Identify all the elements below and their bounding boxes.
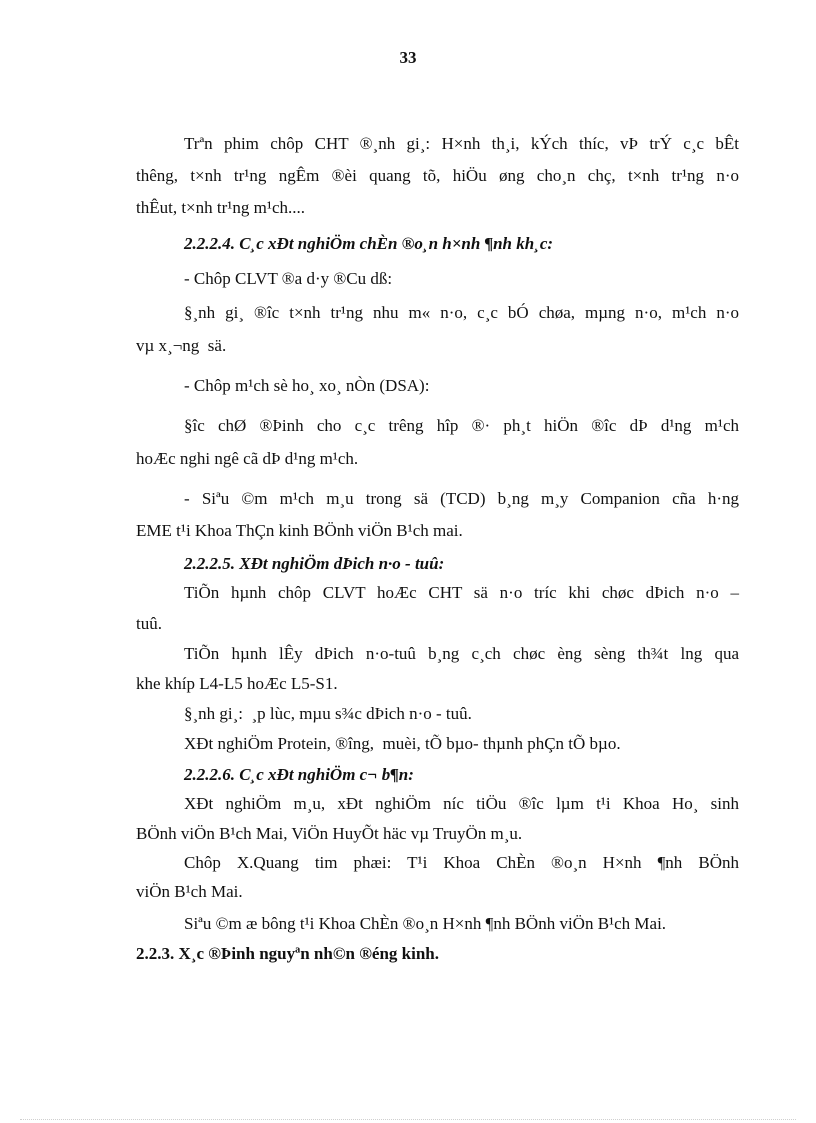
text-line: BÖnh viÖn B¹ch Mai, ViÖn HuyÕt häc vµ TruyÖn m¸u. <box>136 824 523 843</box>
text-line: EME t¹i Khoa ThÇn kinh BÖnh viÖn B¹ch mai. <box>136 521 463 540</box>
text-line: §¸nh gi¸ ®îc t×nh tr¹ng nhu m« n·o, c¸c bÓ chøa, mµng n·o, m¹ch n·o <box>184 303 739 322</box>
text-line: XÐt nghiÖm m¸u, xÐt nghiÖm níc tiÖu ®îc lµm t¹i Khoa Ho¸ sinh <box>184 794 739 813</box>
text-line: TiÕn hµnh lÊy dÞich n·o-tuû b¸ng c¸ch chøc èng sèng th¾t lng qua <box>184 644 739 663</box>
section-heading-2-2-2-5: 2.2.2.5. XÐt nghiÖm dÞich n·o - tuû: <box>184 554 445 573</box>
text-line: Trªn phim chôp CHT ®¸nh gi¸: H×nh th¸i, kÝch thíc, vÞ trÝ c¸c bÊt <box>184 134 739 153</box>
page-number: 33 <box>399 48 417 67</box>
text-line: §¸nh gi¸: ¸p lùc, mµu s¾c dÞich n·o - tuû. <box>184 704 472 723</box>
page-bottom-edge <box>20 1119 796 1120</box>
text-line: XÐt nghiÖm Protein, ®îng, muèi, tÕ bµo- thµnh phÇn tÕ bµo. <box>184 734 621 753</box>
text-line: tuû. <box>136 614 162 633</box>
text-line: §îc chØ ®Þinh cho c¸c trêng hîp ®· ph¸t hiÖn ®îc dÞ d¹ng m¹ch <box>184 416 739 435</box>
section-heading-2-2-2-4: 2.2.2.4. C¸c xÐt nghiÖm chÈn ®o¸n h×nh ¶nh kh¸c: <box>184 234 554 253</box>
section-heading-2-2-2-6: 2.2.2.6. C¸c xÐt nghiÖm c¬ b¶n: <box>184 765 414 784</box>
text-line: Siªu ©m æ bông t¹i Khoa ChÈn ®o¸n H×nh ¶nh BÖnh viÖn B¹ch Mai. <box>184 914 667 933</box>
text-line: khe khíp L4-L5 hoÆc L5-S1. <box>136 674 338 693</box>
text-line: vµ x¸¬ng sä. <box>136 336 227 355</box>
text-line: hoÆc nghi ngê cã dÞ d¹ng m¹ch. <box>136 449 359 468</box>
text-line: - Siªu ©m m¹ch m¸u trong sä (TCD) b¸ng m¸y Companion cña h·ng <box>184 489 739 508</box>
section-heading-2-2-3: 2.2.3. X¸c ®Þinh nguyªn nh©n ®éng kinh. <box>136 944 440 963</box>
text-line: - Chôp CLVT ®a d·y ®Cu dß: <box>184 269 393 288</box>
text-line: Chôp X.Quang tim phæi: T¹i Khoa ChÈn ®o¸n H×nh ¶nh BÖnh <box>184 853 739 872</box>
text-line: TiÕn hµnh chôp CLVT hoÆc CHT sä n·o tríc khi chøc dÞich n·o – <box>184 583 739 602</box>
text-line: thêng, t×nh tr¹ng ngÊm ®èi quang tõ, hiÖu øng cho¸n chç, t×nh tr¹ng n·o <box>136 166 739 185</box>
text-line: thÊut, t×nh tr¹ng m¹ch.... <box>136 198 305 217</box>
text-line: viÖn B¹ch Mai. <box>136 882 243 901</box>
text-line: - Chôp m¹ch sè ho¸ xo¸ nÒn (DSA): <box>184 376 430 395</box>
